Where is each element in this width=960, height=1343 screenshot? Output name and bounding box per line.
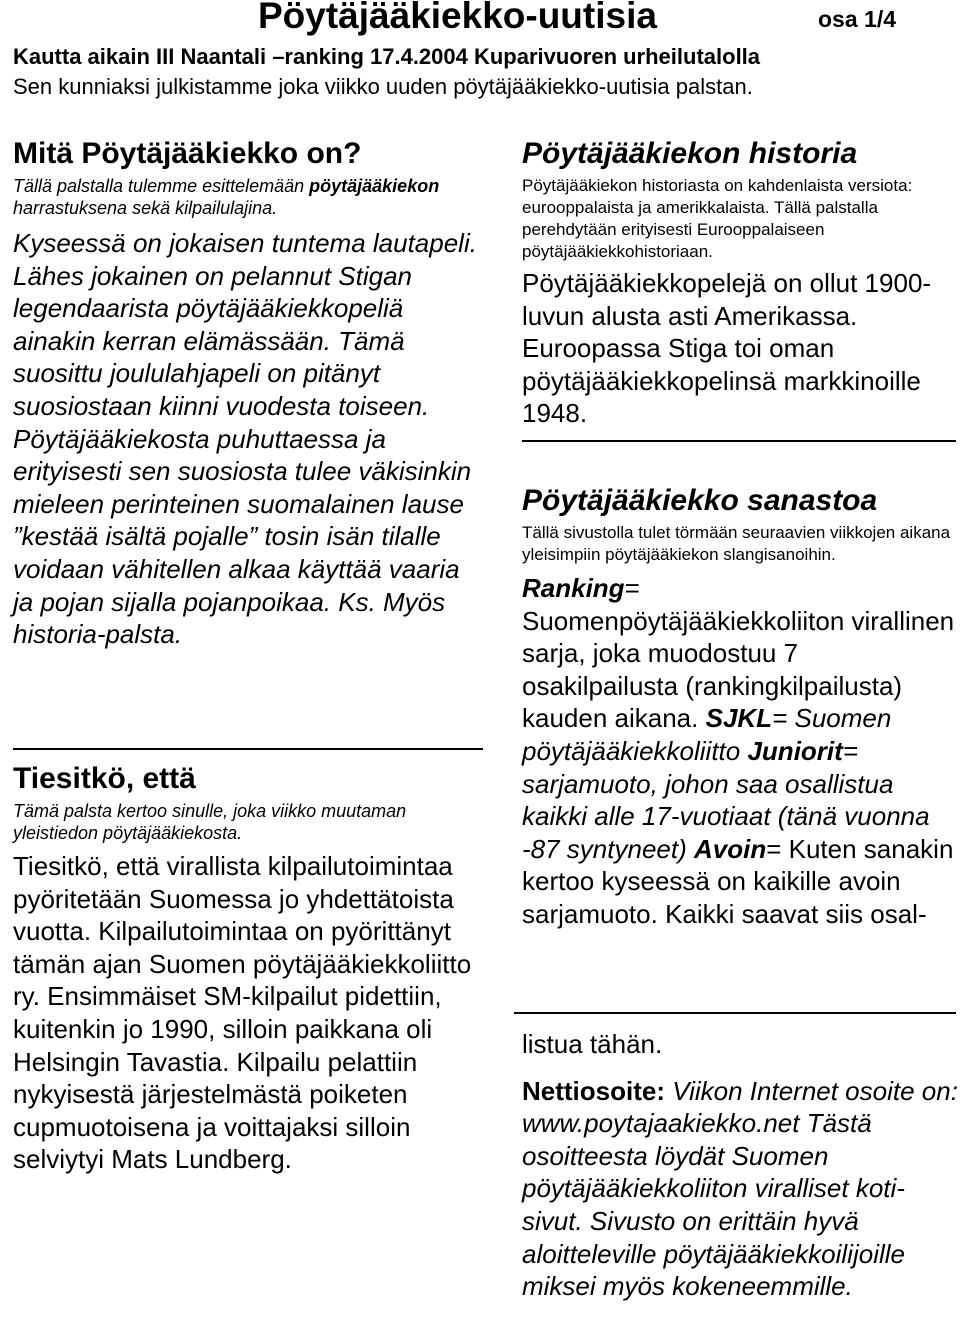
def-sjkl: = Suomen pöytäjääkiekkoliitto bbox=[522, 703, 892, 766]
part-number: osa 1/4 bbox=[818, 6, 896, 32]
did-you-know-body: Tiesitkö, että virallista kilpailutoimintaa pyöritetään Suomessa jo yhdettätoista vuotta. Kilpailutoimintaa on pyörittänyt tämän ajan Suomen pöytäjääkiekkoliitto ry. Ensimmäiset SM-kilpailut pidettiin, kuitenkin jo 1990, silloin paikkana oli Helsingin Tavastia. Kilpailu pelattiin nykyisestä järjestelmästä poiketen cupmuotoisena ja voittajaksi silloin selviytyi Mats Lundberg. bbox=[13, 851, 472, 1175]
history-intro: Pöytäjääkiekon historiasta on kahdenlaista versiota: eurooppalaista ja amerikkalaista. Tällä palstalla perehdytään erityisesti Eurooppalaiseen pöytäjääkiekkohistoriaan. bbox=[522, 176, 913, 261]
glossary-column bbox=[522, 482, 960, 931]
history-title: Pöytäjääkiekon historia bbox=[522, 137, 858, 170]
what-section-title: Mitä Pöytäjääkiekko on? bbox=[13, 137, 362, 170]
term-avoin: Avoin bbox=[693, 833, 767, 864]
term-ranking: Ranking bbox=[522, 573, 625, 603]
what-intro-bold: pöytäjääkiekon bbox=[309, 176, 440, 196]
net-label: Nettiosoite: bbox=[522, 1075, 665, 1106]
glossary-intro: Tällä sivustolla tulet törmään seuraavien viikkojen aikana yleisimpiin pöytäjääkiekon slangisanoihin. bbox=[522, 523, 951, 564]
what-intro-text-b: harrastuksena sekä kilpailulajina. bbox=[13, 198, 278, 218]
what-section-intro bbox=[13, 175, 483, 219]
term-sjkl: SJKL bbox=[705, 703, 773, 734]
history-column bbox=[522, 135, 960, 430]
def-ranking: = Suomenpöytäjääkiekkoliiton virallinen sarja, joka muodostuu 7 osakilpailusta (rankingkilpailusta) kauden aikana. bbox=[522, 573, 955, 734]
glossary-terms bbox=[522, 572, 960, 931]
left-divider bbox=[13, 748, 483, 750]
def-avoin: = Kuten sanakin kertoo kyseessä on kaikille avoin sarjamuoto. Kaikki saavat siis osal- bbox=[522, 833, 954, 929]
right-divider-top bbox=[522, 440, 956, 442]
net-section bbox=[522, 1075, 960, 1303]
event-line: Kautta aikain III Naantali –ranking 17.4.2004 Kuparivuoren urheilutalolla bbox=[13, 44, 761, 69]
term-juniorit: Juniorit bbox=[747, 735, 843, 766]
did-you-know-intro: Tämä palsta kertoo sinulle, joka viikko muutaman yleistiedon pöytäjääkiekosta. bbox=[13, 801, 407, 843]
def-juniorit: = sarjamuoto, johon saa osallistua kaikki alle 17-vuotiaat (tänä vuonna -87 syntyneet) bbox=[522, 735, 930, 864]
left-column bbox=[13, 135, 483, 651]
what-section-body: Kyseessä on jokaisen tuntema lautapeli. Lähes jokainen on pelannut Stigan legendaarista pöytäjääkiekkopeliä ainakin kerran elämässään. Tämä suosittu joululahjapeli on pitänyt suosiostaan kiinni vuodesta toiseen. Pöytäjääkiekosta puhuttaessa ja erityisesti sen suosiosta tulee väkisinkin mieleen perinteinen suomalainen lause ”kestää isältä pojalle” tosin isän tilalle voidaan vähitellen alkaa käyttää vaaria ja pojan sijalla pojanpoikaa. Ks. Myös historia-palsta. bbox=[13, 228, 477, 650]
right-divider-bottom bbox=[514, 1012, 956, 1014]
net-body: Viikon Internet osoite on: www.poytajaakiekko.net Tästä osoitteesta löydät Suomen pöytäjääkiekkoliiton viralliset koti-sivut. Sivusto on erittäin hyvä aloitteleville pöytäjääkiekkoilijoille miksei myös kokeneemmille. bbox=[522, 1075, 958, 1302]
what-intro-text-a: Tällä palstalla tulemme esittelemään bbox=[13, 176, 310, 196]
intro-line: Sen kunniaksi julkistamme joka viikko uuden pöytäjääkiekko-uutisia palstan. bbox=[13, 74, 753, 99]
glossary-title: Pöytäjääkiekko sanastoa bbox=[522, 484, 878, 517]
did-you-know-title: Tiesitkö, että bbox=[13, 762, 196, 795]
page-title: Pöytäjääkiekko-uutisia bbox=[258, 0, 657, 36]
history-body: Pöytäjääkiekkopelejä on ollut 1900-luvun alusta asti Amerikassa. Euroopassa Stiga toi oman pöytäjääkiekkopelinsä markkinoille 1948. bbox=[522, 268, 932, 429]
did-you-know-column bbox=[13, 760, 483, 1176]
glossary-continuation: listua tähän. bbox=[522, 1029, 663, 1059]
net-column bbox=[522, 1028, 960, 1303]
